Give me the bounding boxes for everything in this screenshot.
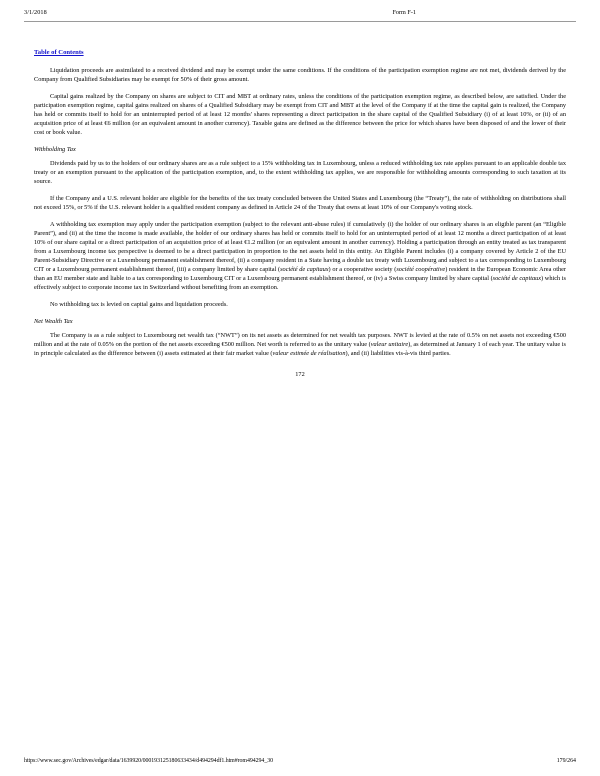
paragraph: Capital gains realized by the Company on shares are subject to CIT and MBT at ordinary rates, unless the conditions of the participation exemption regime, as described below, are satisfied. Under the participation exemption regime, capital gains realized on shares of a Qualified Subsidiary may be exempt from CIT and MBT at the level of the Company if at the time the capital gain is realized, the Company has held or commits itself to hold for an uninterrupted period of at least 12 months' shares representing a direct participation in the share capital of the Qualified Subsidiary (i) of at least 10%, or (ii) of an acquisition price of at least €6 million (or an equivalent amount in another currency). Taxable gains are defined as the difference between the price for which shares have been disposed of and the lower of their cost or book value. — [34, 92, 566, 137]
paragraph: Dividends paid by us to the holders of our ordinary shares are as a rule subject to a 15% withholding tax in Luxembourg, unless a reduced withholding tax rate applies pursuant to an applicable double tax treaty or an exemption pursuant to the application of the participation exemption, and, to the extent withholding tax applies, we are responsible for withholding amounts corresponding to such taxation at its source. — [34, 160, 566, 186]
document-content — [34, 41, 566, 378]
page-footer — [24, 758, 576, 764]
footer-page-indicator: 179/264 — [556, 758, 576, 764]
page-number: 172 — [295, 371, 305, 379]
section-heading-net-wealth-tax: Net Wealth Tax — [34, 317, 73, 325]
paragraph: If the Company and a U.S. relevant holder are eligible for the benefits of the tax treaty concluded between the United States and Luxembourg (the “Treaty”), the rate of withholding on distributions shall not exceed 15%, or 5% if the U.S. relevant holder is a qualified resident company as defined in Article 24 of the Treaty that owns at least 10% of our Company's voting stock. — [34, 194, 566, 212]
paragraph: The Company is as a rule subject to Luxembourg net wealth tax (“NWT”) on its net assets as determined for net wealth tax purposes. NWT is levied at the rate of 0.5% on net assets not exceeding €500 million and at the rate of 0.05% on the portion of the net assets exceeding €500 million. Net worth is referred to as the unitary value (valeur unitaire), as determined at January 1 of each year. The unitary value is in principle calculated as the difference between (i) assets estimated at their fair market value (valeur estimée de réalisation), and (ii) liabilities vis-à-vis third parties. — [34, 331, 566, 358]
header-title: Form F-1 — [392, 9, 416, 16]
section-heading-withholding-tax: Withholding Tax — [34, 146, 76, 154]
page-header — [24, 9, 576, 16]
header-divider — [24, 21, 576, 22]
paragraph: No withholding tax is levied on capital gains and liquidation proceeds. — [50, 300, 228, 308]
header-date: 3/1/2018 — [24, 9, 47, 16]
paragraph: Liquidation proceeds are assimilated to a received dividend and may be exempt under the same conditions. If the conditions of the participation exemption regime are not met, dividends derived by the Company from Qualified Subsidiaries may be exempt for 50% of their gross amount. — [34, 67, 566, 84]
paragraph: A withholding tax exemption may apply under the participation exemption (subject to the relevant anti-abuse rules) if cumulatively (i) the holder of our ordinary shares is an eligible parent (an “Eligible Parent”), and (ii) at the time the income is made available, the holder of our ordinary shares has held or commits itself to hold for an uninterrupted period of at least 12 months a direct participation of at least 10% of our share capital or a direct participation of an acquisition price of at least €1.2 million (or an equivalent amount in another currency). Holding a participation through an entity treated as tax transparent from a Luxembourg income tax perspective is deemed to be a direct participation in proportion to the net assets held in this entity. An Eligible Parent includes (i) a company covered by Article 2 of the EU Parent-Subsidiary Directive or a Luxembourg permanent establishment thereof, (ii) a company resident in a State having a double tax treaty with Luxembourg and subject to a tax corresponding to Luxembourg CIT or a Luxembourg permanent establishment thereof, (iii) a company limited by share capital (société de capitaux) or a cooperative society (société coopérative) resident in the European Economic Area other than an EU member state and liable to a tax corresponding to Luxembourg CIT or a Luxembourg permanent establishment thereof, or (iv) a Swiss company limited by share capital (société de capitaux) which is effectively subject to corporate income tax in Switzerland without benefiting from an exemption. — [34, 220, 567, 292]
footer-url: https://www.sec.gov/Archives/edgar/data/1639920/000193125180633434/d494294df1.htm#rom494294_30 — [24, 758, 274, 764]
table-of-contents-link[interactable]: Table of Contents — [34, 49, 84, 56]
